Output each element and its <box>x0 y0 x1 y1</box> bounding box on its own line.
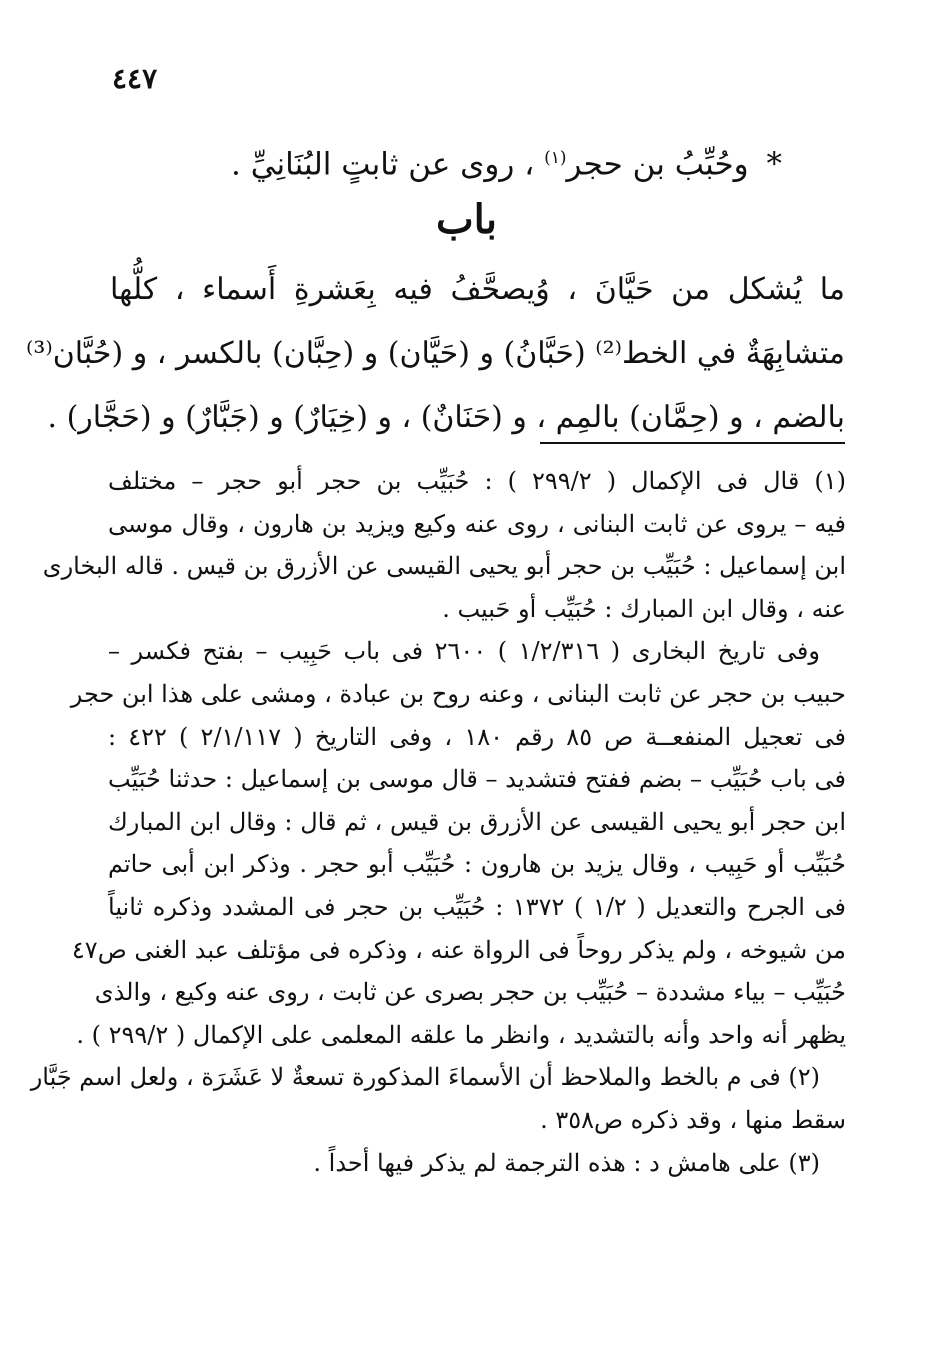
footnote-line: فى تعجيل المنفعــة ص ٨٥ رقم ١٨٠ ، وفى التاريخ ( ٢/١/١١٧ ) ٤٢٢ : <box>108 722 847 751</box>
entry-line <box>150 128 863 194</box>
entry-star: * <box>766 146 783 183</box>
intro-line: متشابِهَةٌ في الخط⁽²⁾ (حَبَّانُ) و (حَيَّان) و (حِبَّان) بالكسر ، و (حُبَّان⁽³⁾ <box>25 336 845 371</box>
footnote-line: عنه ، وقال ابن المبارك : حُبَيِّب أو حَبيب . <box>442 594 846 623</box>
footnote-line: حبيب بن حجر عن ثابت البنانى ، وعنه روح بن عبادة ، ومشى على هذا ابن حجر <box>70 679 846 708</box>
intro-paragraph <box>25 258 845 450</box>
footnote-line: ابن إسماعيل : حُبَيِّب بن حجر أبو يحيى القيسى عن الأزرق بن قيس . قاله البخارى <box>42 552 846 581</box>
entry-rest: ، روى عن ثابتٍ البُنَانِيِّ . <box>230 146 535 183</box>
footnote-line: يظهر أنه واحد وأنه بالتشديد ، وانظر ما علقه المعلمى على الإكمال ( ٢٩٩/٢ ) . <box>76 1020 846 1049</box>
intro-line: بالضم ، و (حِمَّان) بالمِم ، و (حَنَانٌ) ، و (خِيَارٌ) و (جَبَّارٌ) و (حَجَّار) . <box>47 400 845 435</box>
entry-name: وحُبِّبُ بن حجر <box>566 146 749 183</box>
footnote-line: فيه – يروى عن ثابت البنانى ، روى عنه وكيع ويزيد بن هارون ، وقال موسى <box>108 509 846 538</box>
footnote-line: فى باب حُبَيِّب – بضم ففتح فتشديد – قال موسى بن إسماعيل : حدثنا حُبَيِّب <box>108 765 846 794</box>
footnote-mark-1: (١) <box>544 148 567 168</box>
footnote-line: (٢) فى م بالخط والملاحظ أن الأسماءَ المذكورة تسعةٌ لا عَشَرَة ، ولعل اسم جَبَّار <box>30 1063 820 1092</box>
intro-line: ما يُشكل من حَيَّانَ ، وُيصحَّفُ فيه بِعَشرةِ أَسماء ، كلُّها <box>110 272 845 307</box>
footnote-line: حُبَيِّب – بياء مشددة – حُبَيِّب بن حجر بصرى عن ثابت ، روى عنه وكيع ، والذى <box>94 978 846 1007</box>
footnote-line: من شيوخه ، ولم يذكر روحاً فى الرواة عنه ، وذكره فى مؤتلف عبد الغنى ص٤٧ <box>71 935 846 964</box>
footnote-divider <box>540 442 845 444</box>
footnotes <box>30 460 847 1184</box>
footnote-line: (٣) على هامش د : هذه الترجمة لم يذكر فيها أحداً . <box>313 1148 820 1177</box>
section-heading: باب <box>436 196 497 243</box>
footnote-line: سقط منها ، وقد ذكره ص٣٥٨ . <box>540 1105 846 1134</box>
page-number: ٤٤٧ <box>112 62 158 95</box>
footnote-line: ابن حجر أبو يحيى القيسى عن الأزرق بن قيس ، ثم قال : وقال ابن المبارك <box>108 807 846 836</box>
footnote-line: (١) قال فى الإكمال ( ٢٩٩/٢ ) : حُبَيِّب بن حجر أبو حجر – مختلف <box>108 467 846 495</box>
footnote-line: وفى تاريخ البخارى ( ١/٢/٣١٦ ) ٢٦٠٠ فى باب حَبِيب – بفتح فكسر – <box>108 637 820 666</box>
footnote-line: حُبَيِّب أو حَبِيب ، وقال يزيد بن هارون : حُبَيِّب أبو حجر . وذكر ابن أبى حاتم <box>108 850 846 879</box>
footnote-line: فى الجرح والتعديل ( ١/٢ ) ١٣٧٢ : حُبَيِّب بن حجر فى المشدد وذكره ثانياً <box>108 892 846 921</box>
